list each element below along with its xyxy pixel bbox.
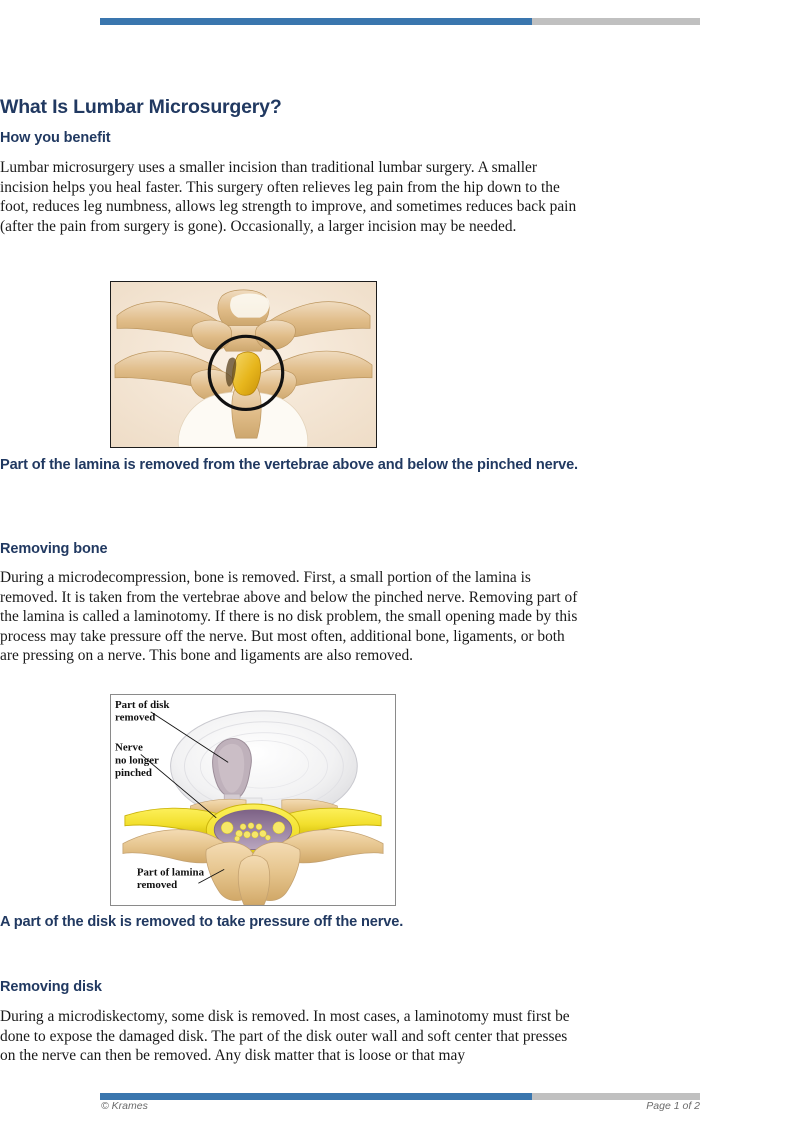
label-nerve-no-longer-pinched-line3: pinched	[114, 767, 152, 780]
footer-rule-gray-segment	[532, 1093, 700, 1100]
footer-rule	[100, 1093, 700, 1100]
page-title: What Is Lumbar Microsurgery?	[0, 96, 282, 118]
section-body-removing-bone: During a microdecompression, bone is removed. First, a small portion of the lamina is removed. It is taken from the vertebrae above and below the pinched nerve. Removing part of the lamina is called a laminotomy. If there is no disk problem, the small opening made by this process may take pressure off the nerve. But most often, additional bone, ligaments, or both are pressing on a nerve. This bone and ligaments are also removed.	[0, 569, 578, 665]
figure-vertebrae-posterior-view	[110, 281, 377, 448]
header-rule-gray-segment	[532, 18, 700, 25]
figure-vertebra-cross-section	[110, 694, 396, 906]
label-part-of-lamina-removed-line2: removed	[136, 879, 178, 892]
footer-page-number: Page 1 of 2	[646, 1100, 700, 1112]
vertebra-cross-section-illustration	[111, 695, 395, 905]
header-rule-blue-segment	[100, 18, 532, 25]
footer-copyright: © Krames	[101, 1100, 148, 1112]
figure-caption-2: A part of the disk is removed to take pressure off the nerve.	[0, 914, 404, 930]
footer-rule-blue-segment	[100, 1093, 532, 1100]
header-rule	[100, 18, 700, 25]
section-heading-removing-bone: Removing bone	[0, 541, 108, 557]
section-body-how-you-benefit: Lumbar microsurgery uses a smaller incision than traditional lumbar surgery. A smaller incision helps you heal faster. This surgery often relieves leg pain from the hip down to the foot, reduces leg numbness, allows leg strength to improve, and sometimes reduces back pain (after the pain from surgery is gone). Occasionally, a larger incision may be needed.	[0, 159, 577, 235]
vertebrae-illustration	[111, 282, 376, 447]
figure-caption-1: Part of the lamina is removed from the vertebrae above and below the pinched nerve.	[0, 457, 578, 473]
label-part-of-disk-removed-line1: Part of disk	[114, 698, 170, 711]
label-part-of-lamina-removed-line1: Part of lamina	[136, 866, 205, 879]
section-body-removing-disk: During a microdiskectomy, some disk is removed. In most cases, a laminotomy must first be done to expose the damaged disk. The part of the disk outer wall and soft center that presses on the nerve can then be removed. Any disk matter that is loose or that may	[0, 1008, 570, 1065]
label-nerve-no-longer-pinched-line1: Nerve	[114, 741, 143, 754]
label-part-of-disk-removed-line2: removed	[114, 711, 156, 724]
label-nerve-no-longer-pinched-line2: no longer	[114, 754, 159, 767]
section-heading-how-you-benefit: How you benefit	[0, 130, 111, 146]
section-heading-removing-disk: Removing disk	[0, 979, 102, 995]
